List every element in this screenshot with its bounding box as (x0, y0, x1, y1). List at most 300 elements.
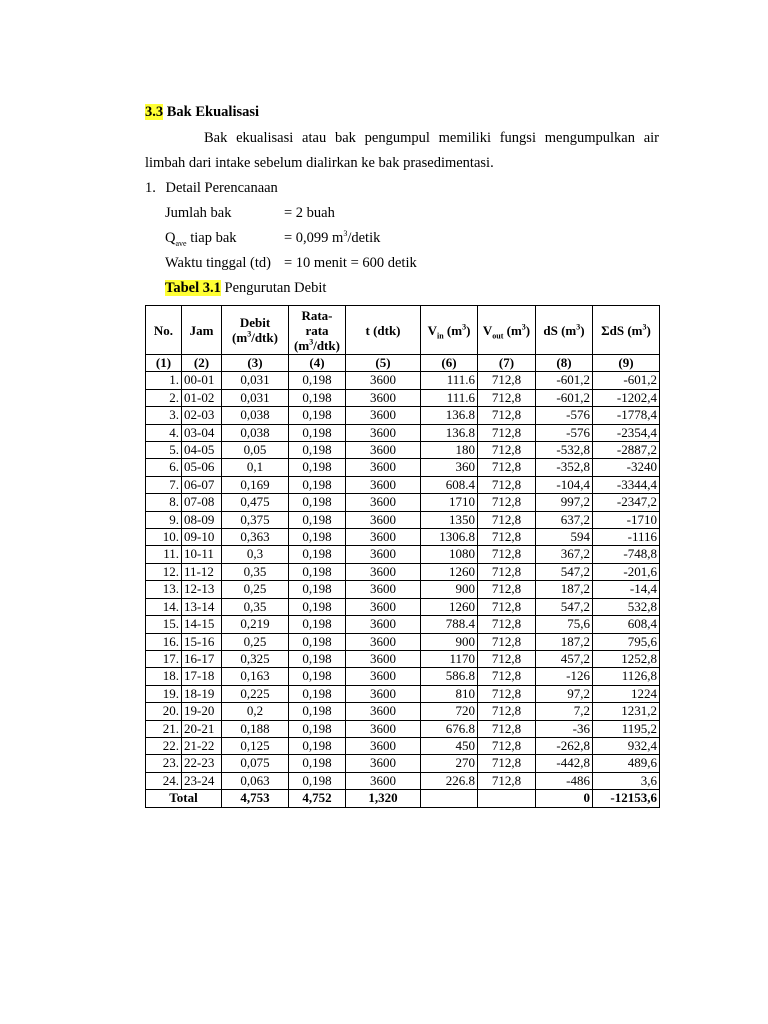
cell-t: 3600 (346, 703, 421, 720)
cell-rata-rata: 0,198 (289, 424, 346, 441)
cell-jam: 13-14 (182, 598, 222, 615)
total-row (146, 790, 660, 807)
cell-sum-ds: 608,4 (593, 616, 660, 633)
table-row (146, 546, 660, 563)
table-row (146, 424, 660, 441)
cell-jam: 09-10 (182, 529, 222, 546)
param-waktu-tinggal (165, 254, 271, 272)
cell-ds: 187,2 (536, 581, 593, 598)
param-label: Waktu tinggal (td) (165, 255, 271, 271)
cell-vin: 900 (421, 581, 478, 598)
cell-jam: 11-12 (182, 563, 222, 580)
cell-rata-rata: 0,198 (289, 494, 346, 511)
cell-rata-rata: 0,198 (289, 598, 346, 615)
cell-t: 3600 (346, 685, 421, 702)
total-debit: 4,753 (222, 790, 289, 807)
col-number: (4) (289, 355, 346, 372)
table-row (146, 598, 660, 615)
total-sum-ds: -12153,6 (593, 790, 660, 807)
cell-ds: 457,2 (536, 650, 593, 667)
cell-rata-rata: 0,198 (289, 581, 346, 598)
cell-sum-ds: 1252,8 (593, 650, 660, 667)
param-label: Jumlah bak (165, 205, 232, 221)
table-row (146, 616, 660, 633)
list-number: 1. (145, 180, 156, 196)
table-row (146, 511, 660, 528)
cell-rata-rata: 0,198 (289, 529, 346, 546)
cell-no: 2. (146, 389, 182, 406)
cell-vin: 720 (421, 703, 478, 720)
cell-ds: -576 (536, 407, 593, 424)
cell-vin: 111.6 (421, 389, 478, 406)
cell-no: 16. (146, 633, 182, 650)
cell-debit: 0,031 (222, 372, 289, 389)
cell-vout: 712,8 (478, 720, 536, 737)
cell-t: 3600 (346, 633, 421, 650)
cell-sum-ds: 795,6 (593, 633, 660, 650)
paragraph-line-2 (145, 154, 494, 172)
cell-rata-rata: 0,198 (289, 668, 346, 685)
cell-rata-rata: 0,198 (289, 563, 346, 580)
header-ds: dS $(m^3)$ (536, 306, 593, 355)
section-number: 3.3 (145, 104, 164, 120)
param-label-q: Q (165, 230, 176, 246)
cell-no: 11. (146, 546, 182, 563)
cell-t: 3600 (346, 372, 421, 389)
cell-vout: 712,8 (478, 581, 536, 598)
cell-rata-rata: 0,198 (289, 511, 346, 528)
cell-sum-ds: 489,6 (593, 755, 660, 772)
section-heading (145, 103, 259, 121)
cell-vin: 1350 (421, 511, 478, 528)
cell-rata-rata: 0,198 (289, 633, 346, 650)
column-number-row (146, 355, 660, 372)
param-label-sub: ave (175, 238, 187, 248)
cell-vout: 712,8 (478, 476, 536, 493)
col-number: (9) (593, 355, 660, 372)
cell-rata-rata: 0,198 (289, 407, 346, 424)
cell-vout: 712,8 (478, 424, 536, 441)
cell-sum-ds: -1710 (593, 511, 660, 528)
cell-ds: 187,2 (536, 633, 593, 650)
cell-t: 3600 (346, 476, 421, 493)
cell-ds: 547,2 (536, 598, 593, 615)
cell-sum-ds: 1231,2 (593, 703, 660, 720)
cell-debit: 0,363 (222, 529, 289, 546)
cell-vin: 450 (421, 737, 478, 754)
cell-t: 3600 (346, 720, 421, 737)
header-no: No. (146, 306, 182, 355)
cell-sum-ds: -2887,2 (593, 442, 660, 459)
cell-ds: -442,8 (536, 755, 593, 772)
col-number: (7) (478, 355, 536, 372)
cell-jam: 00-01 (182, 372, 222, 389)
cell-t: 3600 (346, 459, 421, 476)
cell-debit: 0,188 (222, 720, 289, 737)
cell-no: 20. (146, 703, 182, 720)
cell-t: 3600 (346, 772, 421, 789)
col-number: (5) (346, 355, 421, 372)
cell-debit: 0,35 (222, 563, 289, 580)
cell-vout: 712,8 (478, 685, 536, 702)
cell-t: 3600 (346, 407, 421, 424)
table-row (146, 720, 660, 737)
param-q-ave-value (284, 229, 380, 247)
cell-t: 3600 (346, 424, 421, 441)
cell-sum-ds: -201,6 (593, 563, 660, 580)
cell-debit: 0,35 (222, 598, 289, 615)
table-row (146, 737, 660, 754)
cell-t: 3600 (346, 755, 421, 772)
cell-debit: 0,031 (222, 389, 289, 406)
total-rata: 4,752 (289, 790, 346, 807)
cell-rata-rata: 0,198 (289, 772, 346, 789)
cell-vin: 1710 (421, 494, 478, 511)
cell-debit: 0,225 (222, 685, 289, 702)
cell-vin: 810 (421, 685, 478, 702)
cell-debit: 0,063 (222, 772, 289, 789)
table-row (146, 529, 660, 546)
cell-sum-ds: -748,8 (593, 546, 660, 563)
cell-jam: 07-08 (182, 494, 222, 511)
header-vout: $V_{out}$ $(m^3)$ (478, 306, 536, 355)
cell-jam: 03-04 (182, 424, 222, 441)
cell-t: 3600 (346, 442, 421, 459)
param-value-main: = 0,099 m (284, 230, 344, 246)
table-row (146, 372, 660, 389)
cell-no: 18. (146, 668, 182, 685)
header-sum-ds: ΣdS $(m^3)$ (593, 306, 660, 355)
cell-jam: 06-07 (182, 476, 222, 493)
cell-no: 21. (146, 720, 182, 737)
table-row (146, 389, 660, 406)
cell-sum-ds: 1224 (593, 685, 660, 702)
cell-no: 7. (146, 476, 182, 493)
total-t: 1,320 (346, 790, 421, 807)
cell-t: 3600 (346, 389, 421, 406)
cell-jam: 08-09 (182, 511, 222, 528)
cell-no: 23. (146, 755, 182, 772)
cell-sum-ds: -1116 (593, 529, 660, 546)
cell-jam: 16-17 (182, 650, 222, 667)
table-row (146, 494, 660, 511)
cell-rata-rata: 0,198 (289, 442, 346, 459)
cell-debit: 0,038 (222, 424, 289, 441)
cell-t: 3600 (346, 668, 421, 685)
cell-no: 19. (146, 685, 182, 702)
cell-no: 15. (146, 616, 182, 633)
cell-t: 3600 (346, 616, 421, 633)
table-body (146, 372, 660, 790)
cell-vout: 712,8 (478, 372, 536, 389)
cell-no: 4. (146, 424, 182, 441)
cell-vout: 712,8 (478, 703, 536, 720)
cell-debit: 0,125 (222, 737, 289, 754)
cell-sum-ds: -2354,4 (593, 424, 660, 441)
cell-sum-ds: -2347,2 (593, 494, 660, 511)
cell-vin: 586.8 (421, 668, 478, 685)
cell-debit: 0,25 (222, 633, 289, 650)
col-number: (8) (536, 355, 593, 372)
cell-sum-ds: -3344,4 (593, 476, 660, 493)
cell-sum-ds: -14,4 (593, 581, 660, 598)
cell-vin: 788.4 (421, 616, 478, 633)
cell-ds: -126 (536, 668, 593, 685)
header-jam: Jam (182, 306, 222, 355)
debit-table (145, 305, 660, 808)
cell-ds: -532,8 (536, 442, 593, 459)
cell-jam: 04-05 (182, 442, 222, 459)
table-header-row (146, 306, 660, 355)
cell-ds: 97,2 (536, 685, 593, 702)
cell-sum-ds: -3240 (593, 459, 660, 476)
table-caption-text: Pengurutan Debit (220, 280, 327, 296)
cell-vin: 1080 (421, 546, 478, 563)
cell-ds: -601,2 (536, 372, 593, 389)
paragraph-line-1 (204, 129, 659, 147)
cell-vin: 1260 (421, 563, 478, 580)
cell-vin: 270 (421, 755, 478, 772)
cell-jam: 12-13 (182, 581, 222, 598)
cell-ds: -352,8 (536, 459, 593, 476)
cell-jam: 14-15 (182, 616, 222, 633)
param-value: = 2 buah (284, 205, 335, 221)
total-vin (421, 790, 478, 807)
cell-no: 22. (146, 737, 182, 754)
cell-t: 3600 (346, 494, 421, 511)
table-row (146, 650, 660, 667)
cell-vout: 712,8 (478, 737, 536, 754)
cell-ds: 547,2 (536, 563, 593, 580)
cell-jam: 02-03 (182, 407, 222, 424)
cell-sum-ds: 3,6 (593, 772, 660, 789)
cell-t: 3600 (346, 546, 421, 563)
cell-ds: 637,2 (536, 511, 593, 528)
cell-t: 3600 (346, 563, 421, 580)
cell-vout: 712,8 (478, 546, 536, 563)
total-ds: 0 (536, 790, 593, 807)
cell-vin: 136.8 (421, 424, 478, 441)
col-number: (2) (182, 355, 222, 372)
cell-jam: 22-23 (182, 755, 222, 772)
paragraph-text-2: limbah dari intake sebelum dialirkan ke bak prasedimentasi. (145, 155, 494, 171)
cell-vin: 1306.8 (421, 529, 478, 546)
cell-rata-rata: 0,198 (289, 720, 346, 737)
header-rata-rata: Rata- rata $(m^3/dtk)$ (289, 306, 346, 355)
cell-sum-ds: 1195,2 (593, 720, 660, 737)
cell-rata-rata: 0,198 (289, 685, 346, 702)
cell-vin: 111.6 (421, 372, 478, 389)
cell-rata-rata: 0,198 (289, 737, 346, 754)
cell-jam: 17-18 (182, 668, 222, 685)
cell-rata-rata: 0,198 (289, 755, 346, 772)
param-jumlah-bak (165, 204, 231, 222)
col-number: (6) (421, 355, 478, 372)
cell-no: 1. (146, 372, 182, 389)
list-item (145, 179, 278, 197)
cell-vin: 608.4 (421, 476, 478, 493)
cell-no: 3. (146, 407, 182, 424)
cell-no: 24. (146, 772, 182, 789)
cell-vout: 712,8 (478, 459, 536, 476)
cell-vin: 676.8 (421, 720, 478, 737)
cell-ds: -262,8 (536, 737, 593, 754)
cell-ds: 997,2 (536, 494, 593, 511)
cell-vout: 712,8 (478, 650, 536, 667)
cell-no: 8. (146, 494, 182, 511)
cell-jam: 19-20 (182, 703, 222, 720)
col-number: (1) (146, 355, 182, 372)
table-row (146, 442, 660, 459)
cell-t: 3600 (346, 598, 421, 615)
cell-vout: 712,8 (478, 598, 536, 615)
table-row (146, 563, 660, 580)
cell-no: 6. (146, 459, 182, 476)
param-value-sup: 3 (343, 229, 348, 239)
list-text: Detail Perencanaan (165, 180, 278, 196)
cell-no: 12. (146, 563, 182, 580)
cell-ds: -486 (536, 772, 593, 789)
cell-no: 13. (146, 581, 182, 598)
table-row (146, 459, 660, 476)
table-caption (165, 279, 326, 297)
table-row (146, 407, 660, 424)
cell-jam: 05-06 (182, 459, 222, 476)
section-title: Bak Ekualisasi (166, 104, 260, 120)
total-label: Total (146, 790, 222, 807)
table-row (146, 633, 660, 650)
total-vout (478, 790, 536, 807)
cell-no: 9. (146, 511, 182, 528)
cell-rata-rata: 0,198 (289, 459, 346, 476)
cell-rata-rata: 0,198 (289, 372, 346, 389)
cell-t: 3600 (346, 650, 421, 667)
cell-debit: 0,169 (222, 476, 289, 493)
cell-sum-ds: -601,2 (593, 372, 660, 389)
cell-debit: 0,163 (222, 668, 289, 685)
cell-vin: 226.8 (421, 772, 478, 789)
cell-vout: 712,8 (478, 755, 536, 772)
param-waktu-tinggal-value (284, 254, 417, 272)
cell-vout: 712,8 (478, 668, 536, 685)
cell-sum-ds: 532,8 (593, 598, 660, 615)
cell-no: 14. (146, 598, 182, 615)
cell-vout: 712,8 (478, 511, 536, 528)
cell-sum-ds: 1126,8 (593, 668, 660, 685)
cell-rata-rata: 0,198 (289, 703, 346, 720)
table-row (146, 581, 660, 598)
param-jumlah-bak-value (284, 204, 335, 222)
param-q-ave (165, 229, 237, 247)
cell-vout: 712,8 (478, 389, 536, 406)
cell-vout: 712,8 (478, 616, 536, 633)
cell-rata-rata: 0,198 (289, 476, 346, 493)
cell-vout: 712,8 (478, 772, 536, 789)
cell-debit: 0,25 (222, 581, 289, 598)
cell-ds: -36 (536, 720, 593, 737)
cell-debit: 0,1 (222, 459, 289, 476)
cell-jam: 01-02 (182, 389, 222, 406)
cell-vout: 712,8 (478, 442, 536, 459)
param-value: = 10 menit = 600 detik (284, 255, 417, 271)
cell-vout: 712,8 (478, 529, 536, 546)
cell-vout: 712,8 (478, 494, 536, 511)
cell-vout: 712,8 (478, 407, 536, 424)
table-row (146, 685, 660, 702)
cell-sum-ds: -1778,4 (593, 407, 660, 424)
header-vin: $V_{in}$ $(m^3)$ (421, 306, 478, 355)
table-row (146, 668, 660, 685)
cell-t: 3600 (346, 511, 421, 528)
col-number: (3) (222, 355, 289, 372)
cell-rata-rata: 0,198 (289, 546, 346, 563)
cell-rata-rata: 0,198 (289, 650, 346, 667)
cell-t: 3600 (346, 737, 421, 754)
cell-jam: 20-21 (182, 720, 222, 737)
cell-ds: -104,4 (536, 476, 593, 493)
cell-debit: 0,375 (222, 511, 289, 528)
cell-debit: 0,475 (222, 494, 289, 511)
cell-ds: -576 (536, 424, 593, 441)
cell-debit: 0,2 (222, 703, 289, 720)
cell-t: 3600 (346, 529, 421, 546)
cell-debit: 0,3 (222, 546, 289, 563)
cell-debit: 0,05 (222, 442, 289, 459)
cell-sum-ds: -1202,4 (593, 389, 660, 406)
header-t: t (dtk) (346, 306, 421, 355)
cell-vin: 180 (421, 442, 478, 459)
cell-vout: 712,8 (478, 633, 536, 650)
table-row (146, 703, 660, 720)
cell-jam: 10-11 (182, 546, 222, 563)
cell-vin: 1170 (421, 650, 478, 667)
cell-ds: -601,2 (536, 389, 593, 406)
cell-ds: 594 (536, 529, 593, 546)
cell-vout: 712,8 (478, 563, 536, 580)
cell-ds: 75,6 (536, 616, 593, 633)
cell-vin: 136.8 (421, 407, 478, 424)
cell-jam: 23-24 (182, 772, 222, 789)
cell-sum-ds: 932,4 (593, 737, 660, 754)
cell-vin: 900 (421, 633, 478, 650)
cell-rata-rata: 0,198 (289, 616, 346, 633)
cell-debit: 0,325 (222, 650, 289, 667)
param-label-rest: tiap bak (186, 230, 237, 246)
table-row (146, 476, 660, 493)
cell-t: 3600 (346, 581, 421, 598)
cell-jam: 15-16 (182, 633, 222, 650)
cell-rata-rata: 0,198 (289, 389, 346, 406)
cell-debit: 0,219 (222, 616, 289, 633)
cell-jam: 21-22 (182, 737, 222, 754)
cell-ds: 7,2 (536, 703, 593, 720)
table-caption-label: Tabel 3.1 (165, 280, 221, 296)
cell-debit: 0,038 (222, 407, 289, 424)
table-row (146, 772, 660, 789)
cell-debit: 0,075 (222, 755, 289, 772)
cell-jam: 18-19 (182, 685, 222, 702)
cell-no: 5. (146, 442, 182, 459)
cell-vin: 1260 (421, 598, 478, 615)
paragraph-text-1: Bak ekualisasi atau bak pengumpul memiliki fungsi mengumpulkan air (204, 130, 659, 146)
table-row (146, 755, 660, 772)
cell-ds: 367,2 (536, 546, 593, 563)
cell-no: 17. (146, 650, 182, 667)
header-debit: Debit $(m^3/dtk)$ (222, 306, 289, 355)
cell-vin: 360 (421, 459, 478, 476)
param-value-rest: /detik (347, 230, 381, 246)
cell-no: 10. (146, 529, 182, 546)
